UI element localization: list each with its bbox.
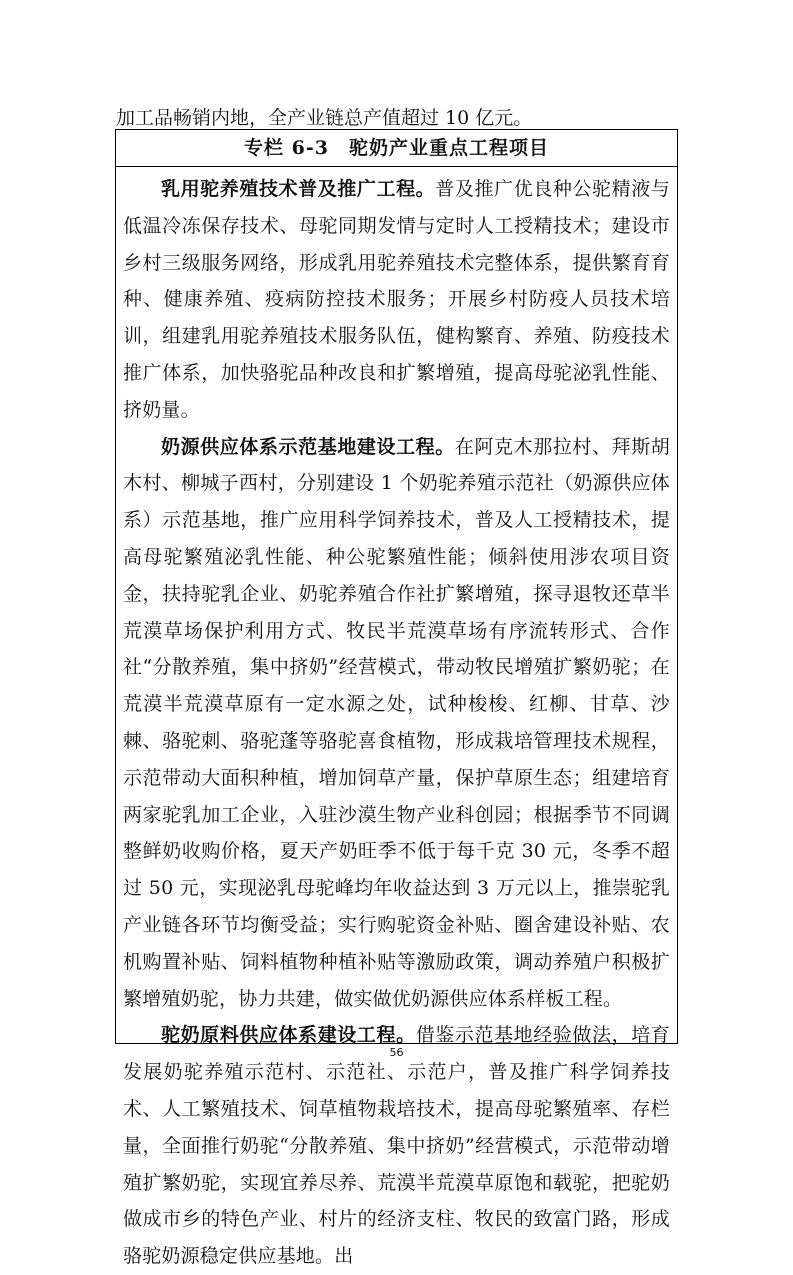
paragraph-lead: 驼奶原料供应体系建设工程。 — [161, 1024, 416, 1047]
paragraph-milk-camel-technology — [123, 171, 670, 429]
paragraph-text: 普及推广优良种公驼精液与低温冷冻保存技术、母驼同期发情与定时人工授精技术；建设市乡村三级服务网络，形成乳用驼养殖技术完整体系，提供繁育育种、健康养殖、疫病防控技术服务；开展乡村防疫人员技术培训，组建乳用驼养殖技术服务队伍，健构繁育、养殖、防疫技术推广体系，加快骆驼品种改良和扩繁增殖，提高母驼泌乳性能、挤奶量。 — [123, 178, 670, 421]
intro-line: 加工品畅销内地，全产业链总产值超过 10 亿元。 — [116, 107, 533, 129]
paragraph-lead: 奶源供应体系示范基地建设工程。 — [161, 435, 455, 458]
box-body — [116, 167, 677, 1275]
box-title: 专栏 6-3 驼奶产业重点工程项目 — [116, 130, 677, 167]
page-number: 56 — [389, 1046, 404, 1059]
paragraph-text: 在阿克木那拉村、拜斯胡木村、柳城子西村，分别建设 1 个奶驼养殖示范社（奶源供应体系）示范基地，推广应用科学饲养技术，普及人工授精技术，提高母驼繁殖泌乳性能、种公驼繁殖性能；倾斜使用涉农项目资金，扶持驼乳企业、奶驼养殖合作社扩繁增殖，探寻退牧还草半荒漠草场保护利用方式、牧民半荒漠草场有序流转形式、合作社“分散养殖，集中挤奶”经营模式，带动牧民增殖扩繁奶驼；在荒漠半荒漠草原有一定水源之处，试种梭梭、红柳、甘草、沙棘、骆驼刺、骆驼蓬等骆驼喜食植物，形成栽培管理技术规程，示范带动大面积种植，增加饲草产量，保护草原生态；组建培育两家驼乳加工企业，入驻沙漠生物产业科创园；根据季节不同调整鲜奶收购价格，夏天产奶旺季不低于每千克 30 元，冬季不超过 50 元，实现泌乳母驼峰均年收益达到 3 万元以上，推崇驼乳产业链各环节均衡受益；实行购驼资金补贴、圈舍建设补贴、农机购置补贴、饲料植物种植补贴等激励政策，调动养殖户积极扩繁增殖奶驼，协力共建，做实做优奶源供应体系样板工程。 — [123, 435, 670, 1010]
paragraph-text: 借鉴示范基地经验做法，培育发展奶驼养殖示范村、示范社、示范户，普及推广科学饲养技术、人工繁殖技术、饲草植物栽培技术，提高母驼繁殖率、存栏量，全面推行奶驼“分散养殖、集中挤奶”经营模式，示范带动增殖扩繁奶驼，实现宜养尽养、荒漠半荒漠草原饱和载驼，把驼奶做成市乡的特色产业、村片的经济支柱、牧民的致富门路，形成骆驼奶源稳定供应基地。出 — [123, 1024, 670, 1268]
paragraph-lead: 乳用驼养殖技术普及推广工程。 — [161, 178, 436, 200]
paragraph-demo-base — [123, 429, 670, 1018]
